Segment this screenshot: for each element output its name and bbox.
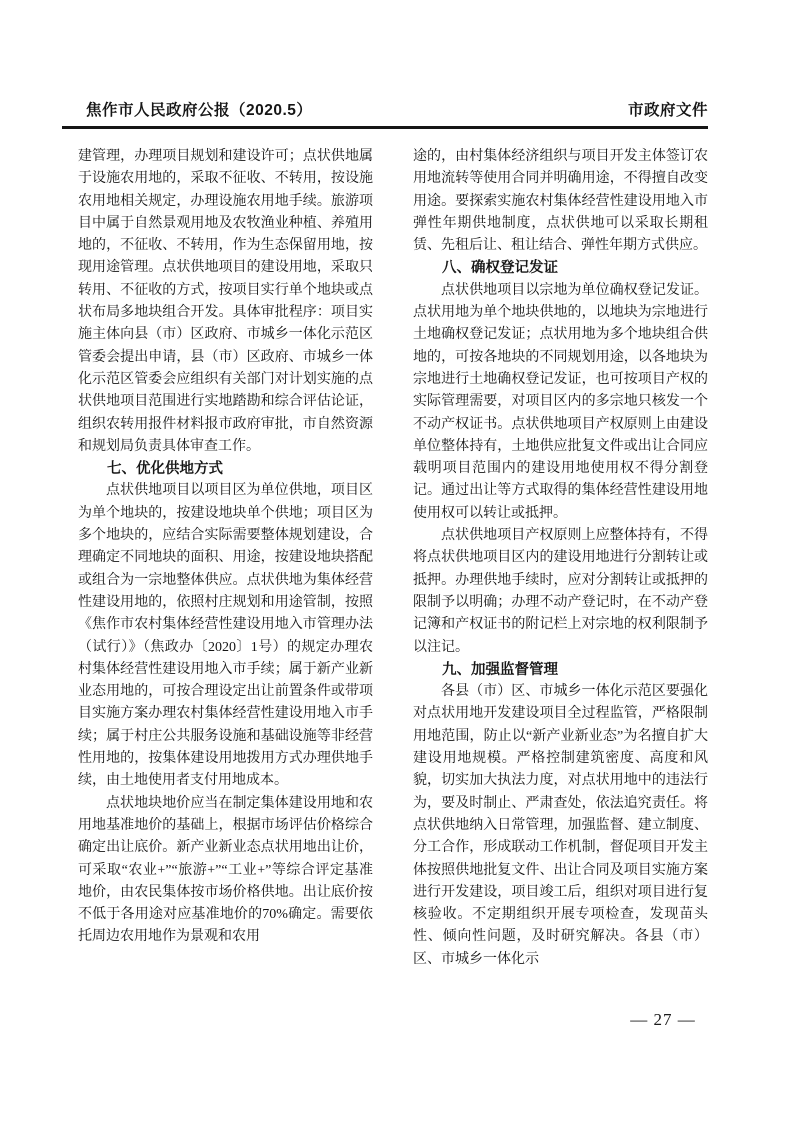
- gazette-title: 焦作市人民政府公报（2020.5）: [86, 102, 313, 119]
- right-column: [413, 146, 708, 971]
- page-number: — 27 —: [630, 1010, 696, 1029]
- section-heading-7: 七、优化供地方式: [107, 461, 223, 478]
- running-header: [62, 98, 708, 129]
- left-column: [78, 146, 373, 971]
- paragraph: 点状供地项目以项目区为单位供地，项目区为单个地块的，按建设地块单个供地；项目区为多个地块的，应结合实际需要整体规划建设，合理确定不同地块的面积、用途，按建设地块搭配或组合为一宗地整体供应。点状供地为集体经营性建设用地的，依照村庄规划和用途管制，按照《焦作市农村集体经营性建设用地入市管理办法（试行）》（焦政办〔2020〕1号）的规定办理农村集体经营性建设用地入市手续；属于新产业新业态用地的，可按合理设定出让前置条件或带项目实施方案办理农村集体经营性建设用地入市手续；属于村庄公共服务设施和基础设施等非经营性用地的，按集体建设用地拨用方式办理供地手续，由土地使用者支付用地成本。: [78, 483, 373, 789]
- paragraph: 点状地块地价应当在制定集体建设用地和农用地基准地价的基础上，根据市场评估价格综合确定出让底价。新产业新业态点状用地出让价，可采取“农业+”“旅游+”“工业+”等综合评定基准地价，由农民集体按市场价格供地。出让底价按不低于各用途对应基准地价的70%确定。需要依托周边农用地作为景观和农用: [78, 795, 373, 945]
- paragraph: 点状供地项目产权原则上应整体持有，不得将点状供地项目区内的建设用地进行分割转让或抵押。办理供地手续时，应对分割转让或抵押的限制予以明确；办理不动产登记时，在不动产登记簿和产权证书的附记栏上对宗地的权利限制予以注记。: [413, 528, 708, 655]
- paragraph: 各县（市）区、市城乡一体化示范区要强化对点状用地开发建设项目全过程监管，严格限制用地范围，防止以“新产业新业态”为名擅自扩大建设用地规模。严格控制建筑密度、高度和风貌，切实加大执法力度，对点状用地中的违法行为，要及时制止、严肃查处，依法追究责任。将点状供地纳入日常管理，加强监督、建立制度、分工合作，形成联动工作机制，督促项目开发主体按照供地批复文件、出让合同及项目实施方案进行开发建设，项目竣工后，组织对项目进行复核验收。不定期组织开展专项检查，发现苗头性、倾向性问题，及时研究解决。各县（市）区、市城乡一体化示: [413, 684, 708, 967]
- paragraph-continuation: 建管理，办理项目规划和建设许可；点状供地属于设施农用地的，采取不征收、不转用，按设施农用地相关规定，办理设施农用地手续。旅游项目中属于自然景观用地及农牧渔业种植、养殖用地的，不征收、不转用，作为生态保留用地，按现用途管理。点状供地项目的建设用地，采取只转用、不征收的方式，按项目实行单个地块或点状布局多地块组合开发。具体审批程序：项目实施主体向县（市）区政府、市城乡一体化示范区管委会提出申请，县（市）区政府、市城乡一体化示范区管委会应组织有关部门对计划实施的点状供地项目范围进行实地踏勘和综合评估论证，组织农转用报件材料报市政府审批，市自然资源和规划局负责具体审查工作。: [78, 149, 373, 454]
- body-columns: [78, 146, 708, 971]
- section-heading-9: 九、加强监督管理: [442, 661, 558, 678]
- section-heading-8: 八、确权登记发证: [442, 260, 558, 277]
- doc-category-label: 市政府文件: [627, 102, 708, 119]
- paragraph-continuation: 途的，由村集体经济组织与项目开发主体签订农用地流转等使用合同并明确用途，不得擅自改变用途。要探索实施农村集体经营性建设用地入市弹性年期供地制度，点状供地可以采取长期租赁、先租后让、租让结合、弹性年期方式供应。: [413, 149, 708, 254]
- paragraph: 点状供地项目以宗地为单位确权登记发证。点状用地为单个地块供地的，以地块为宗地进行土地确权登记发证；点状用地为多个地块组合供地的，可按各地块的不同规划用途，以各地块为宗地进行土地确权登记发证，也可按项目产权的实际管理需要，对项目区内的多宗地只核发一个不动产权证书。点状供地项目产权原则上由建设单位整体持有，土地供应批复文件或出让合同应载明项目范围内的建设用地使用权不得分割登记。通过出让等方式取得的集体经营性建设用地使用权可以转让或抵押。: [413, 282, 708, 521]
